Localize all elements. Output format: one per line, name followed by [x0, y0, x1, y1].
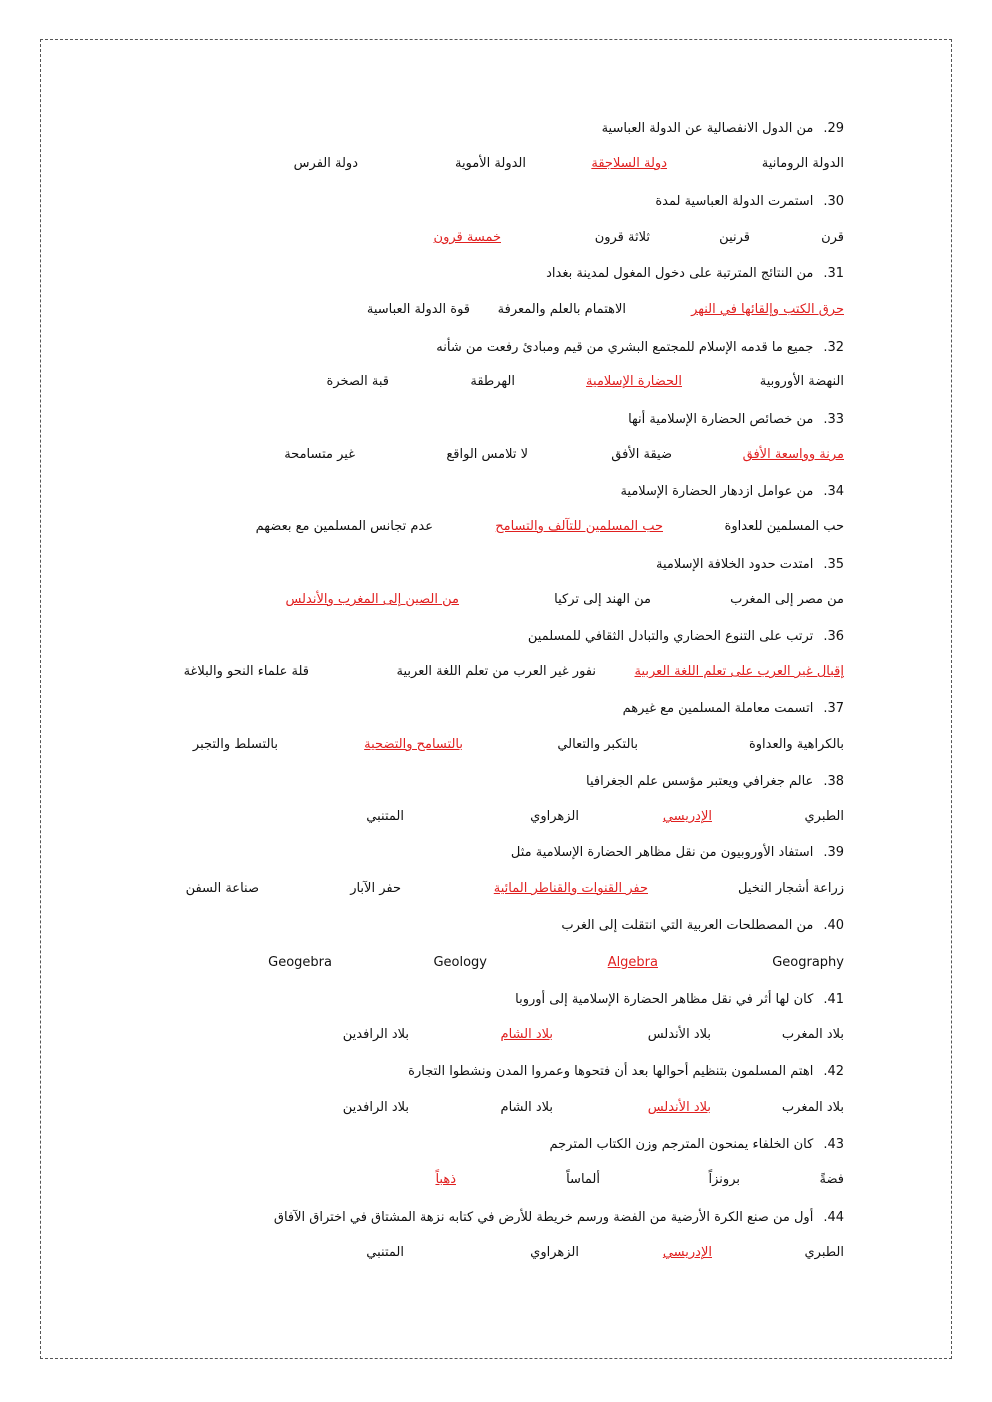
option: بلاد الرافدين [342, 1027, 409, 1042]
option: ضيقة الأفق [611, 447, 672, 462]
option: قلة علماء النحو والبلاغة [183, 664, 309, 679]
option: الاهتمام بالعلم والمعرفة [497, 302, 626, 317]
option-correct: من الصين إلى المغرب والأندلس [285, 592, 459, 607]
option: صناعة السفن [185, 881, 259, 896]
option: الدولة الأموية [454, 156, 526, 171]
question-42 [408, 1064, 844, 1079]
question-36 [528, 629, 844, 644]
question-number: 31. [823, 266, 844, 281]
option-correct: الإدريسي [662, 1245, 712, 1260]
question-39 [511, 845, 844, 860]
options-31 [130, 302, 844, 324]
option: الدولة الرومانية [761, 156, 844, 171]
option: قبة الصخرة [326, 374, 389, 389]
option: بلاد المغرب [781, 1027, 844, 1042]
option-correct: الإدريسي [662, 809, 712, 824]
options-39 [130, 881, 844, 903]
option: الطبري [804, 809, 844, 824]
option: بلاد الأندلس [647, 1027, 711, 1042]
question-number: 40. [823, 918, 844, 933]
option-correct: دولة السلاجقة [591, 156, 667, 171]
question-41 [515, 992, 844, 1007]
option: Geology [433, 955, 487, 970]
option-correct: بالتسامح والتضحية [364, 737, 463, 752]
question-number: 33. [823, 412, 844, 427]
option: بالتسلط والتجبر [192, 737, 278, 752]
option-correct: حفر القنوات والقناطر المائية [493, 881, 648, 896]
question-44 [274, 1210, 844, 1225]
options-44 [130, 1245, 844, 1267]
question-text: عالم جغرافي ويعتبر مؤسس علم الجغرافيا [586, 774, 814, 789]
question-35 [656, 557, 844, 572]
option-correct: حب المسلمين للتآلف والتسامح [495, 519, 663, 534]
option: الزهراوي [530, 1245, 579, 1260]
question-number: 32. [823, 340, 844, 355]
question-text: من خصائص الحضارة الإسلامية أنها [628, 412, 814, 427]
question-text: كان الخلفاء يمنحون المترجم وزن الكتاب المترجم [549, 1137, 814, 1152]
option-correct: بلاد الشام [500, 1027, 553, 1042]
option: المتنبي [366, 1245, 404, 1260]
option: حب المسلمين للعداوة [724, 519, 844, 534]
question-number: 29. [823, 121, 844, 136]
question-number: 34. [823, 484, 844, 499]
option: عدم تجانس المسلمين مع بعضهم [255, 519, 433, 534]
option: الطبري [804, 1245, 844, 1260]
option: بالتكبر والتعالي [557, 737, 638, 752]
question-text: من النتائج المترتبة على دخول المغول لمدينة بغداد [546, 266, 814, 281]
options-33 [130, 447, 844, 469]
question-33 [628, 412, 844, 427]
question-38 [586, 774, 844, 789]
question-text: امتدت حدود الخلافة الإسلامية [655, 557, 814, 572]
option: الزهراوي [530, 809, 579, 824]
options-43 [130, 1172, 844, 1194]
question-30 [655, 194, 844, 209]
options-30 [130, 230, 844, 252]
options-34 [130, 519, 844, 541]
option: حفر الآبار [350, 881, 401, 896]
question-31 [546, 266, 844, 281]
question-number: 35. [823, 557, 844, 572]
option: قوة الدولة العباسية [366, 302, 470, 317]
option: من الهند إلى تركيا [554, 592, 651, 607]
question-40 [561, 918, 844, 933]
question-text: ترتب على التنوع الحضاري والتبادل الثقافي للمسلمين [527, 629, 814, 644]
question-number: 39. [823, 845, 844, 860]
option: بلاد المغرب [781, 1100, 844, 1115]
question-number: 30. [823, 194, 844, 209]
question-number: 43. [823, 1137, 844, 1152]
option: فضةً [819, 1172, 844, 1187]
options-32 [130, 374, 844, 396]
option: Geography [772, 955, 844, 970]
question-text: من المصطلحات العربية التي انتقلت إلى الغرب [561, 918, 814, 933]
question-text: من الدول الانفصالية عن الدولة العباسية [601, 121, 814, 136]
options-40 [130, 955, 844, 977]
option-correct: مرنة وواسعة الأفق [742, 447, 844, 462]
question-text: من عوامل ازدهار الحضارة الإسلامية [620, 484, 814, 499]
option-correct: خمسة قرون [433, 230, 501, 245]
option: قرنين [719, 230, 750, 245]
question-text: اهتم المسلمون بتنظيم أحوالها بعد أن فتحوها وعمروا المدن ونشطوا التجارة [408, 1064, 814, 1079]
option: المتنبي [366, 809, 404, 824]
options-42 [130, 1100, 844, 1122]
options-36 [130, 664, 844, 686]
question-text: اتسمت معاملة المسلمين مع غيرهم [622, 701, 814, 716]
question-37 [623, 701, 844, 716]
option-correct: الحضارة الإسلامية [586, 374, 682, 389]
question-number: 38. [823, 774, 844, 789]
option: غير متسامحة [284, 447, 355, 462]
option: بالكراهية والعداوة [748, 737, 844, 752]
option-correct: حرق الكتب وإلقائها في النهر [691, 302, 844, 317]
options-35 [130, 592, 844, 614]
question-number: 37. [823, 701, 844, 716]
option-correct: ذهباً [435, 1172, 456, 1187]
question-text: أول من صنع الكرة الأرضية من الفضة ورسم خريطة للأرض في كتابه نزهة المشتاق في اختراق الآفاق [273, 1210, 814, 1225]
option: الهرطقة [470, 374, 515, 389]
options-29 [130, 156, 844, 178]
option: النهضة الأوروبية [759, 374, 844, 389]
option-correct: إقبال غير العرب على تعلم اللغة العربية [634, 664, 844, 679]
question-number: 42. [823, 1064, 844, 1079]
option: نفور غير العرب من تعلم اللغة العربية [396, 664, 596, 679]
option: من مصر إلى المغرب [730, 592, 844, 607]
question-number: 36. [823, 629, 844, 644]
option: دولة الفرس [293, 156, 358, 171]
option: برونزاً [708, 1172, 740, 1187]
options-37 [130, 737, 844, 759]
question-text: جميع ما قدمه الإسلام للمجتمع البشري من قيم ومبادئ رفعت من شأنه [436, 340, 814, 355]
option: قرن [821, 230, 844, 245]
options-38 [130, 809, 844, 831]
question-number: 41. [823, 992, 844, 1007]
question-29 [602, 121, 844, 136]
option: بلاد الشام [500, 1100, 553, 1115]
options-41 [130, 1027, 844, 1049]
option: ثلاثة قرون [594, 230, 650, 245]
question-number: 44. [823, 1210, 844, 1225]
question-43 [549, 1137, 844, 1152]
question-text: استمرت الدولة العباسية لمدة [655, 194, 814, 209]
option: لا تلامس الواقع [446, 447, 528, 462]
option: ألماساً [566, 1172, 600, 1187]
question-text: كان لها أثر في نقل مظاهر الحضارة الإسلامية إلى أوروبا [515, 992, 814, 1007]
option-correct: بلاد الأندلس [647, 1100, 711, 1115]
question-text: استفاد الأوروبيون من نقل مظاهر الحضارة الإسلامية مثل [510, 845, 814, 860]
option: زراعة أشجار النخيل [738, 881, 844, 896]
question-32 [436, 340, 844, 355]
question-34 [620, 484, 844, 499]
option: بلاد الرافدين [342, 1100, 409, 1115]
option-correct: Algebra [607, 955, 658, 970]
option: Geogebra [268, 955, 332, 970]
